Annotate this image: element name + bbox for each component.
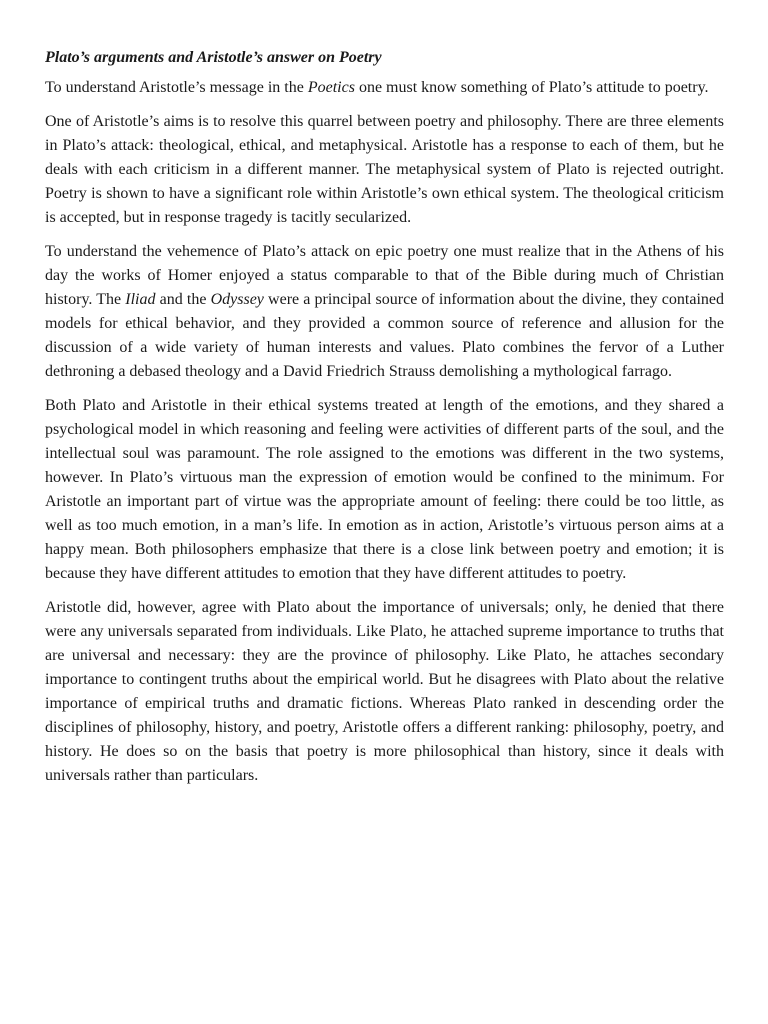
paragraph-1-text-b: one must know something of Plato’s attitude to poetry. <box>354 79 709 96</box>
paragraph-3 <box>45 240 724 384</box>
document-page <box>45 46 724 798</box>
paragraph-1-text-a: To understand Aristotle’s message in the <box>45 79 308 96</box>
paragraph-5: Aristotle did, however, agree with Plato about the importance of universals; only, he denied that there were any universals separated from individuals. Like Plato, he attached supreme importance to truths that are universal and necessary: they are the province of philosophy. Like Plato, he attaches secondary importance to contingent truths about the empirical world. But he disagrees with Plato about the relative importance of empirical truths and dramatic fictions. Whereas Plato ranked in descending order the disciplines of philosophy, history, and poetry, Aristotle offers a different ranking: philosophy, poetry, and history. He does so on the basis that poetry is more philosophical than history, since it deals with universals rather than particulars. <box>45 599 724 784</box>
paragraph-2: One of Aristotle’s aims is to resolve this quarrel between poetry and philosophy. There are three elements in Plato’s attack: theological, ethical, and metaphysical. Aristotle has a response to each of them, but he deals with each criticism in a different manner. The metaphysical system of Plato is rejected outright. Poetry is shown to have a significant role within Aristotle’s own ethical system. The theological criticism is accepted, but in response tragedy is tacitly secularized. <box>45 113 724 226</box>
paragraph-1 <box>45 76 724 100</box>
odyssey-title: Odyssey <box>210 291 264 308</box>
iliad-title: Iliad <box>125 291 156 308</box>
paragraph-3-text-c: were a principal source of information about the divine, they contained models for ethical behavior, and they provided a common source of reference and allusion for the discussion of a wide variety of human interests and values. Plato combines the fervor of a Luther dethroning a debased theology and a David Friedrich Strauss demolishing a mythological farrago. <box>45 291 724 380</box>
document-title: Plato’s arguments and Aristotle’s answer on Poetry <box>45 49 382 66</box>
poetics-title: Poetics <box>307 79 355 96</box>
paragraph-3-text-a: To understand the vehemence of Plato’s attack on epic poetry one must realize that in the Athens of his day the works of Homer enjoyed a status comparable to that of the Bible during much of Christian history. The <box>45 243 724 308</box>
paragraph-4: Both Plato and Aristotle in their ethical systems treated at length of the emotions, and they shared a psychological model in which reasoning and feeling were activities of different parts of the soul, and the intellectual soul was paramount. The role assigned to the emotions was different in the two systems, however. In Plato’s virtuous man the expression of emotion would be confined to the minimum. For Aristotle an important part of virtue was the appropriate amount of feeling: there could be too little, as well as too much emotion, in a man’s life. In emotion as in action, Aristotle’s virtuous person aims at a happy mean. Both philosophers emphasize that there is a close link between poetry and emotion; it is because they have different attitudes to emotion that they have different attitudes to poetry. <box>45 397 724 582</box>
paragraph-3-text-b: and the <box>155 291 211 308</box>
